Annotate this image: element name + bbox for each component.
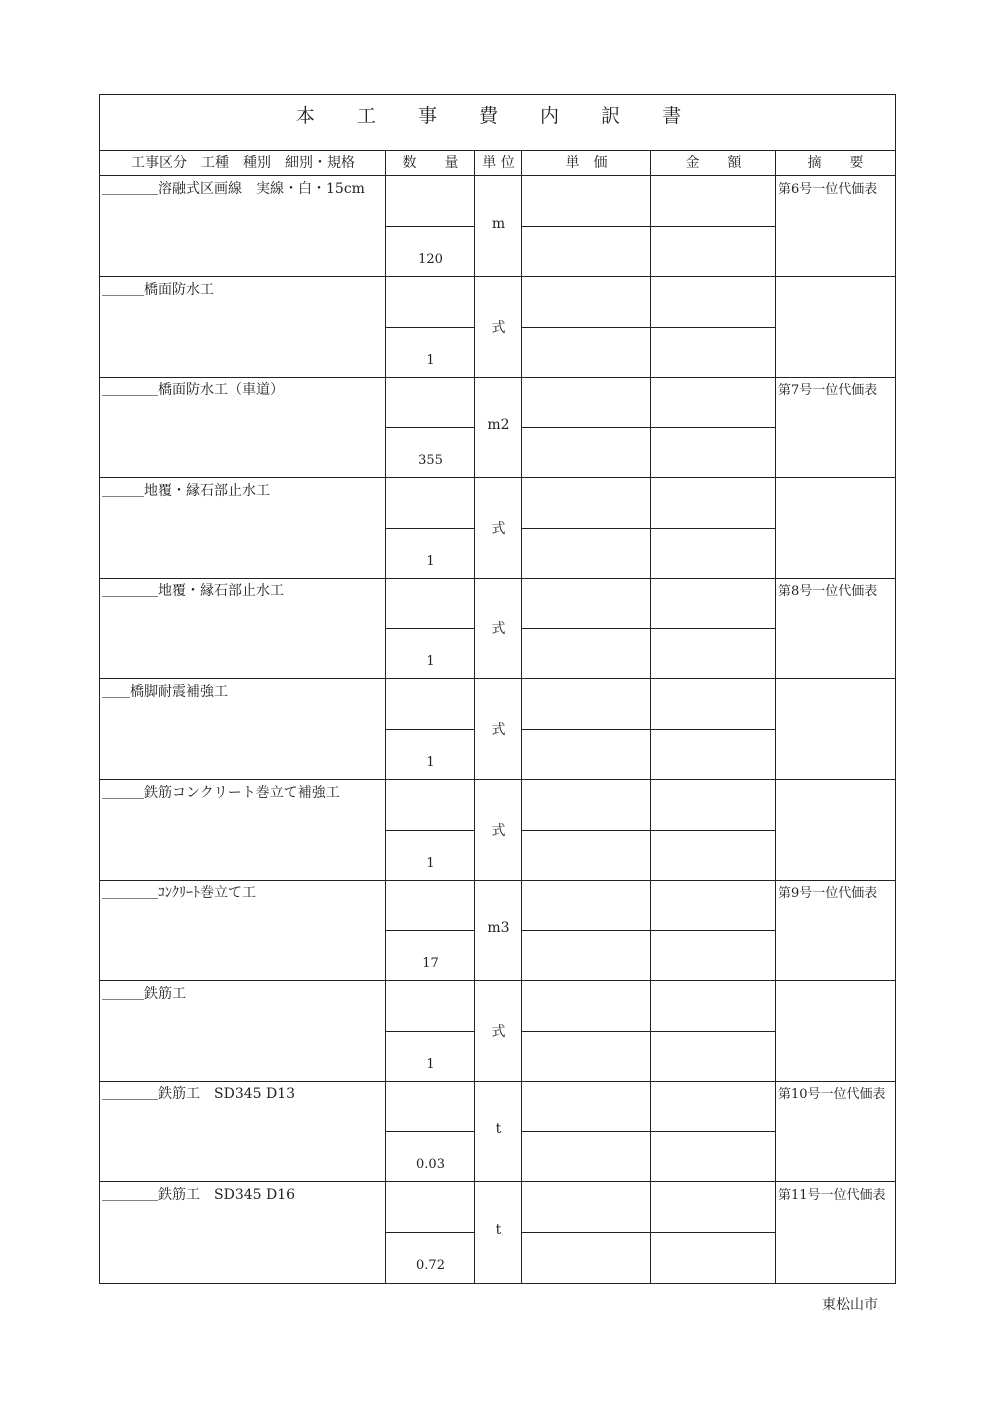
item-name: ＿＿＿鉄筋工 (102, 985, 186, 1002)
price-split (521, 528, 776, 529)
table-row (100, 277, 895, 378)
quantity-split (385, 1031, 475, 1032)
price-split (521, 327, 776, 328)
table-row (100, 1182, 895, 1283)
item-quantity: 120 (418, 252, 443, 267)
quantity-split (385, 1232, 475, 1233)
table-row (100, 176, 895, 277)
item-quantity: 1 (426, 553, 435, 569)
quantity-split (385, 1131, 475, 1132)
price-split (521, 226, 776, 227)
item-remarks: 第7号一位代価表 (778, 383, 878, 399)
item-quantity: 0.03 (416, 1157, 445, 1173)
item-unit: 式 (491, 722, 506, 738)
item-remarks: 第6号一位代価表 (778, 182, 878, 197)
item-name: ＿＿＿＿橋面防水工（車道） (102, 382, 284, 399)
quantity-split (385, 226, 475, 227)
item-unit: 式 (491, 822, 506, 839)
item-quantity: 355 (418, 453, 443, 469)
item-quantity: 17 (422, 956, 439, 972)
item-name: ＿＿＿＿鉄筋工 SD345 D16 (102, 1187, 296, 1203)
header-remarks: 摘 要 (807, 155, 864, 171)
header-amount: 金 額 (685, 155, 742, 171)
item-quantity: 1 (426, 855, 435, 871)
item-unit: m (491, 216, 506, 232)
table-row (100, 478, 895, 579)
table-row (100, 780, 895, 881)
header-item: 工事区分 工種 種別 細別・規格 (131, 155, 355, 171)
item-unit: m3 (487, 920, 510, 937)
price-split (521, 1131, 776, 1132)
item-quantity: 0.72 (416, 1258, 445, 1273)
header-unit-price: 単 価 (565, 155, 608, 171)
quantity-split (385, 628, 475, 629)
price-split (521, 930, 776, 931)
table-row (100, 1081, 895, 1182)
price-split (521, 1232, 776, 1233)
price-split (521, 830, 776, 831)
item-name: ＿＿＿＿地覆・縁石部止水工 (102, 583, 284, 600)
item-unit: 式 (491, 621, 506, 638)
item-name: ＿＿＿＿鉄筋工 SD345 D13 (102, 1086, 296, 1103)
item-remarks: 第8号一位代価表 (778, 584, 878, 600)
item-name: ＿＿橋脚耐震補強工 (102, 684, 228, 700)
item-name: ＿＿＿橋面防水工 (102, 281, 214, 298)
title-row (100, 95, 895, 151)
item-quantity: 1 (426, 1056, 435, 1072)
item-name: ＿＿＿地覆・縁石部止水工 (102, 482, 270, 499)
table-row (100, 880, 895, 981)
item-remarks: 第11号一位代価表 (778, 1188, 886, 1203)
item-quantity: 1 (426, 755, 435, 770)
item-unit: 式 (491, 1023, 506, 1040)
item-remarks: 第9号一位代価表 (778, 886, 878, 902)
item-name: ＿＿＿鉄筋コンクリート巻立て補強工 (102, 784, 340, 801)
issuer-name: 東松山市 (822, 1297, 878, 1313)
item-remarks: 第10号一位代価表 (778, 1087, 886, 1103)
breakdown-table (99, 94, 896, 1284)
table-row (100, 578, 895, 679)
table-row (100, 679, 895, 780)
price-split (521, 628, 776, 629)
table-row (100, 981, 895, 1082)
item-quantity: 1 (426, 352, 435, 368)
document-title: 本 工 事 費 内 訳 書 (295, 105, 700, 127)
quantity-split (385, 427, 475, 428)
quantity-split (385, 528, 475, 529)
header-unit: 単 位 (482, 155, 515, 171)
item-name: ＿＿＿＿ｺﾝｸﾘｰﾄ巻立て工 (102, 885, 256, 902)
price-split (521, 1031, 776, 1032)
item-unit: t (495, 1121, 502, 1138)
header-quantity: 数 量 (402, 155, 459, 171)
item-unit: 式 (491, 520, 506, 537)
table-body (100, 176, 895, 1283)
quantity-split (385, 930, 475, 931)
quantity-split (385, 729, 475, 730)
item-quantity: 1 (426, 654, 435, 670)
quantity-split (385, 327, 475, 328)
item-unit: 式 (491, 319, 506, 336)
quantity-split (385, 830, 475, 831)
item-unit: m2 (487, 417, 510, 434)
item-unit: t (495, 1222, 502, 1238)
price-split (521, 427, 776, 428)
price-split (521, 729, 776, 730)
table-row (100, 377, 895, 478)
item-name: ＿＿＿＿溶融式区画線 実線・白・15cm (102, 181, 365, 197)
